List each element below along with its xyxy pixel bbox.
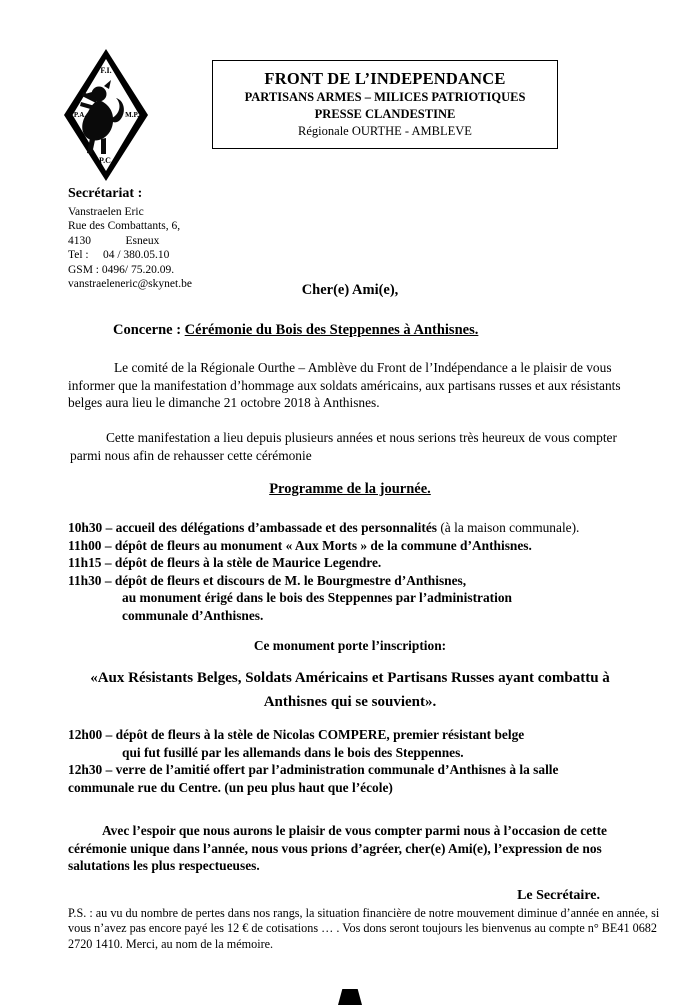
subject-text: Cérémonie du Bois des Steppennes à Anthisnes. [184,322,479,338]
signature: Le Secrétaire. [517,888,600,903]
paragraph-invitation: Cette manifestation a lieu depuis plusieurs années et nous serions très heureux de vous compter parmi nous afin de rehausser cette cérémonie [70,430,617,463]
programme-item-12h00 [68,726,668,744]
logo-letter-top: F.I. [100,66,112,75]
postscript: P.S. : au vu du nombre de pertes dans nos rangs, la situation financière de notre mouvement diminue d’année en année, si vous n’avez pas encore payé les 12 € de cotisations … . Vos dons seront toujours les bienvenus au compte n° BE41 0682 2720 1410. Merci, au nom de la mémoire. [68,906,660,951]
programme-item-12h30 [68,761,668,779]
programme-item-12h30-cont [68,779,668,797]
fi-diamond-logo [62,47,150,183]
programme-item-11h30 [68,572,668,590]
secretariat-name: Vanstraelen Eric [68,206,144,218]
letterhead-box [212,60,558,149]
organization-regional: Régionale OURTHE - AMBLEVE [298,124,472,138]
scan-artifact [338,989,362,1005]
logo-letter-right: M.P. [125,111,139,119]
logo-letter-left: P.A. [73,111,87,119]
secretariat-street: Rue des Combattants, 6, [68,220,181,233]
programme-item-11h30-cont2 [68,607,668,625]
logo-letter-bottom: P.C. [99,156,113,165]
organization-subtitle-2: PRESSE CLANDESTINE [314,107,456,121]
closing-paragraph: Avec l’espoir que nous aurons le plaisir de vous compter parmi nous à l’occasion de cette cérémonie unique dans l’année, nous vous prions d’agréer, cher(e) Ami(e), l’expression de nos salutations les plus respectueuses. [68,823,607,874]
subject-line [113,322,478,339]
programme-list-morning [68,519,668,625]
programme-item-text: 12h00 – dépôt de fleurs à la stèle de Nicolas COMPERE, premier résistant belge [68,727,525,742]
programme-item-text: 11h15 – dépôt de fleurs à la stèle de Maurice Legendre. [68,555,382,571]
programme-heading: Programme de la journée. [269,481,431,497]
programme-item-note: (à la maison communale). [440,520,580,535]
organization-title: FRONT DE L’INDEPENDANCE [264,69,506,88]
programme-item-10h30 [68,519,668,537]
programme-item-text: 11h00 – dépôt de fleurs au monument « Aux Morts » de la commune d’Anthisnes. [68,537,532,553]
programme-item-text: qui fut fusillé par les allemands dans le bois des Steppennes. [122,744,464,760]
programme-item-text: 12h30 – verre de l’amitié offert par l’administration communale d’Anthisnes à la salle [68,762,559,778]
secretariat-heading: Secrétariat : [68,186,143,201]
paragraph-announcement: Le comité de la Régionale Ourthe – Amblève du Front de l’Indépendance a le plaisir de vous informer que la manifestation d’hommage aux soldats américains, aux partisans russes et aux résistants belges aura lieu le dimanche 21 octobre 2018 à Anthisnes. [68,360,621,411]
programme-item-text: 11h30 – dépôt de fleurs et discours de M. le Bourgmestre d’Anthisnes, [68,572,467,588]
secretariat-phone: Tel : 04 / 380.05.10 [68,249,170,262]
monument-inscription-text: «Aux Résistants Belges, Soldats Américains et Partisans Russes ayant combattu à Anthisnes qui se souvient». [90,670,610,710]
programme-item-11h30-cont1 [68,589,668,607]
programme-item-11h00 [68,537,668,555]
organization-subtitle-1: PARTISANS ARMES – MILICES PATRIOTIQUES [244,90,526,104]
secretariat-gsm: GSM : 0496/ 75.20.09. [68,263,175,276]
monument-inscription-intro: Ce monument porte l’inscription: [253,638,447,653]
programme-item-text: communale rue du Centre. (un peu plus haut que l’école) [68,779,393,795]
salutation: Cher(e) Ami(e), [301,282,399,298]
secretariat-city: 4130 Esneux [68,234,160,247]
secretariat-email: vanstraeleneric@skynet.be [68,278,192,291]
programme-item-text: communale d’Anthisnes. [122,607,264,623]
programme-list-afternoon [68,726,668,796]
programme-item-text: 10h30 – accueil des délégations d’ambassade et des personnalités [68,520,441,535]
programme-item-11h15 [68,554,668,572]
programme-item-12h00-cont [68,744,668,762]
secretariat-block [68,186,298,291]
lion-diamond-emblem [62,47,150,183]
subject-label: Concerne : [113,322,185,338]
programme-item-text: au monument érigé dans le bois des Steppennes par l’administration [122,590,512,606]
